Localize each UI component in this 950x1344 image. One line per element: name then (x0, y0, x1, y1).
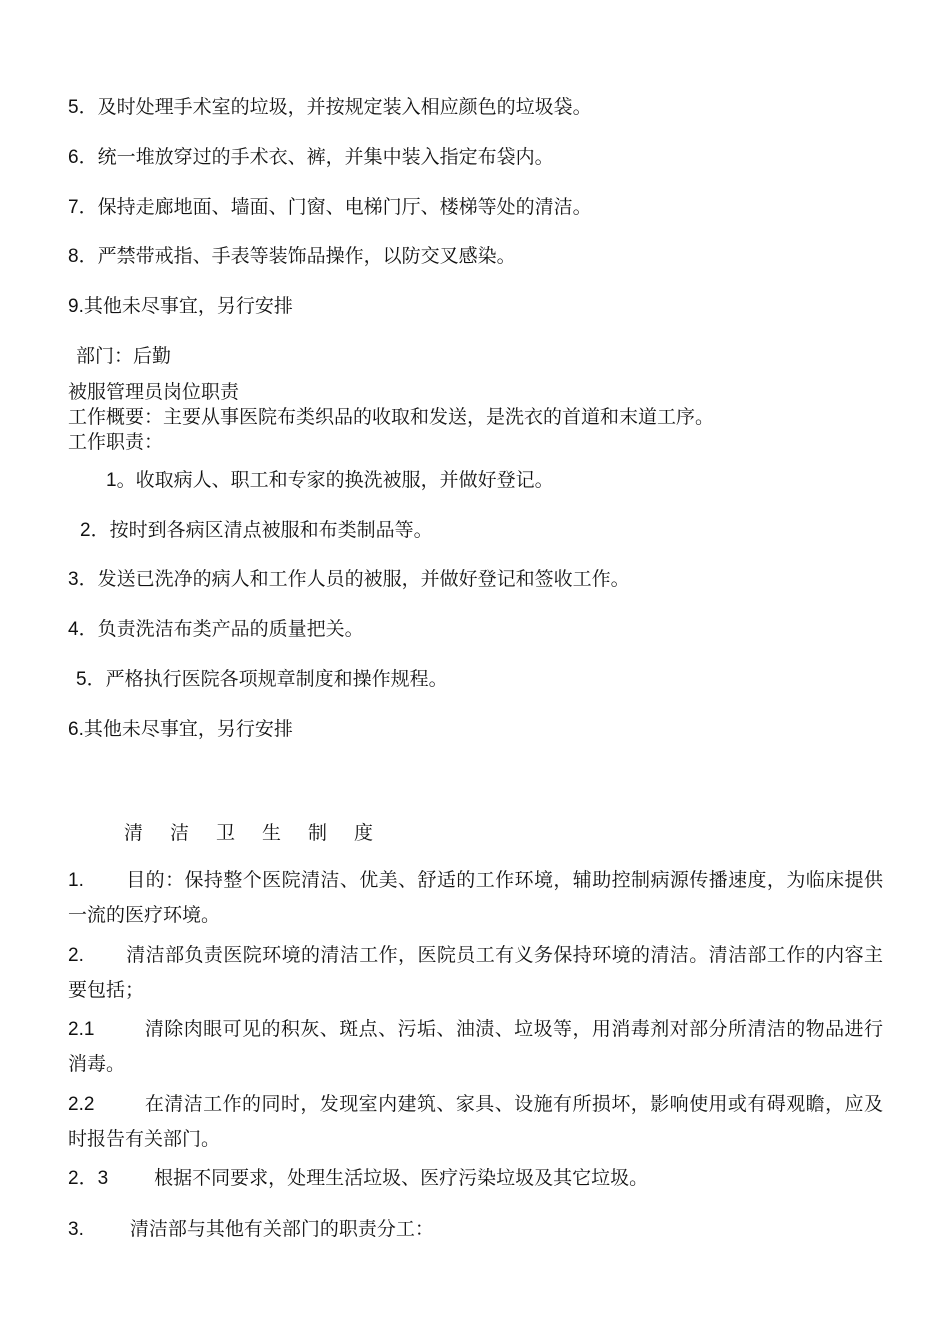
item-text: 清洁部负责医院环境的清洁工作，医院员工有义务保持环境的清洁。清洁部工作的内容主要包括； (68, 944, 883, 1001)
list-item (68, 1012, 883, 1081)
list-item (68, 1087, 883, 1156)
item-text: 收取病人、职工和专家的换洗被服，并做好登记。 (135, 469, 554, 491)
item-number: 2.2 (68, 1094, 95, 1115)
list-item (68, 293, 293, 320)
item-number: 6. (68, 719, 84, 740)
item-number: 5． (68, 97, 98, 118)
list-item (68, 616, 364, 643)
item-text: 统一堆放穿过的手术衣、裤，并集中装入指定布袋内。 (97, 146, 554, 168)
list-item (68, 566, 630, 593)
list-item (76, 666, 448, 693)
item-text: 根据不同要求，处理生活垃圾、医疗污染垃圾及其它垃圾。 (154, 1167, 649, 1189)
list-item (68, 243, 516, 270)
item-number: 9. (68, 296, 84, 317)
item-number: 2．3 (68, 1168, 109, 1189)
job-summary: 工作概要：主要从事医院布类织品的收取和发送，是洗衣的首道和末道工序。 (68, 406, 715, 428)
list-item (106, 467, 554, 494)
list-item (68, 1161, 883, 1196)
department-label: 部门：后勤 (76, 345, 172, 367)
item-text: 及时处理手术室的垃圾，并按规定装入相应颜色的垃圾袋。 (97, 96, 592, 118)
item-number: 3. (68, 1219, 84, 1240)
job-title: 被服管理员岗位职责 (68, 381, 240, 403)
list-item (68, 194, 592, 221)
list-item (68, 863, 883, 932)
list-item (80, 517, 433, 544)
item-number: 3． (68, 569, 98, 590)
item-text: 清洁部与其他有关部门的职责分工： (129, 1218, 434, 1240)
item-text: 发送已洗净的病人和工作人员的被服，并做好登记和签收工作。 (97, 568, 630, 590)
item-text: 清除肉眼可见的积灰、斑点、污垢、油渍、垃圾等，用消毒剂对部分所清洁的物品进行消毒。 (68, 1018, 883, 1075)
item-number: 5． (76, 669, 106, 690)
item-text: 严禁带戒指、手表等装饰品操作，以防交叉感染。 (97, 245, 516, 267)
item-number: 2． (80, 520, 110, 541)
item-text: 保持走廊地面、墙面、门窗、电梯门厅、楼梯等处的清洁。 (97, 196, 592, 218)
item-number: 2. (68, 945, 84, 966)
list-item (68, 94, 592, 121)
item-number: 1. (68, 870, 84, 891)
item-text: 在清洁工作的同时，发现室内建筑、家具、设施有所损坏，影响使用或有碍观瞻，应及时报告有关部门。 (68, 1093, 883, 1150)
list-item (68, 938, 883, 1007)
item-text: 目的：保持整个医院清洁、优美、舒适的工作环境，辅助控制病源传播速度，为临床提供一流的医疗环境。 (68, 869, 883, 926)
item-number: 6． (68, 147, 98, 168)
item-number: 8． (68, 246, 98, 267)
list-item (68, 716, 293, 743)
job-duties-label: 工作职责： (68, 431, 164, 453)
item-number: 1。 (106, 470, 136, 491)
item-text: 其他未尽事宜，另行安排 (83, 718, 293, 740)
list-item (68, 1212, 883, 1247)
list-item (68, 144, 554, 171)
item-number: 4． (68, 619, 98, 640)
section-heading: 清洁卫生制度 (124, 822, 401, 844)
item-number: 7． (68, 197, 98, 218)
item-text: 其他未尽事宜，另行安排 (83, 295, 293, 317)
item-text: 严格执行医院各项规章制度和操作规程。 (105, 668, 448, 690)
item-number: 2.1 (68, 1019, 95, 1040)
item-text: 按时到各病区清点被服和布类制品等。 (109, 519, 433, 541)
item-text: 负责洗洁布类产品的质量把关。 (97, 618, 364, 640)
